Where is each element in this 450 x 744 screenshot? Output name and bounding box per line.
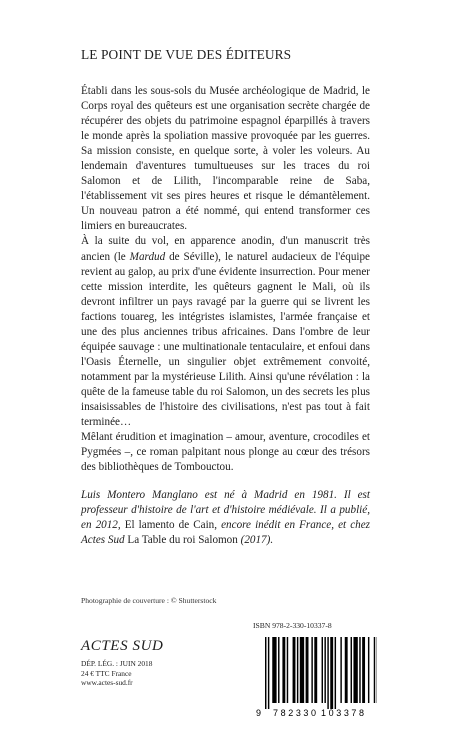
- isbn-label: ISBN 978-2-330-10337-8: [253, 621, 332, 630]
- manuscript-title: Mardud: [129, 250, 166, 263]
- barcode-bar: [359, 637, 360, 703]
- bio-text-3: (2017).: [237, 534, 274, 547]
- barcode-bar: [327, 637, 328, 709]
- barcode-icon: [253, 633, 377, 719]
- bio-title-2: La Table du roi Salomon: [127, 534, 238, 547]
- blurb-paragraph-1: Établi dans les sous-sols du Musée archéologique de Madrid, le Corps royal des quêteurs est une organisation secrète chargée de récupérer des objets du patrimoine espagnol éparpillés à travers le monde après la spoliation massive provoquée par les guerres. Sa mission consiste, en quelque sorte, à voler les voleurs. Au lendemain d'aventures tumultueuses sur les traces du roi Salomon et de Lilith, l'incomparable reine de Saba, l'établissement vit ses pires heures et risque le démantèlement. Un nouveau patron a été nommé, qui entend transformer ces limiers en bureaucrates.: [81, 85, 370, 233]
- legal-deposit: DÉP. LÉG. : JUIN 2018: [81, 659, 153, 668]
- barcode-bar: [330, 637, 333, 709]
- price: 24 € TTC France: [81, 668, 132, 678]
- photo-credit: Photographie de couverture : © Shutterstock: [81, 596, 217, 605]
- barcode-bar: [345, 637, 348, 703]
- barcode-bar: [351, 637, 352, 703]
- barcode-bar: [374, 637, 375, 703]
- bio-text-2: encore inédit en France, et chez Actes Sud: [81, 519, 371, 547]
- barcode-bar: [297, 637, 298, 703]
- barcode-bar: [268, 637, 269, 709]
- barcode-bar: [272, 637, 276, 703]
- barcode-bar: [322, 637, 323, 703]
- barcode-bar: [335, 637, 336, 709]
- bio-text-1: Luis Montero Manglano est né à Madrid en 1981. Il est professeur d'histoire de l'art et d'histoire médiévale. Il a publié, en 2012,: [81, 489, 370, 532]
- publisher-logo: ACTES SUD: [81, 638, 164, 654]
- barcode-bar: [311, 637, 312, 703]
- barcode-right-digits: 103378: [321, 708, 367, 718]
- barcode-bar: [278, 637, 279, 703]
- barcode-lead-digit: 9: [256, 708, 262, 718]
- blurb: [81, 84, 370, 475]
- publication-info: [81, 659, 152, 688]
- barcode-bar: [314, 637, 317, 703]
- barcode-bar: [306, 637, 309, 703]
- barcode-bar: [300, 637, 304, 703]
- blurb-paragraph-2-start: À la suite du vol, en apparence anodin, d'un manuscrit très ancien (le: [81, 235, 370, 263]
- barcode-bar: [368, 637, 369, 703]
- barcode-bar: [282, 637, 285, 703]
- barcode-bar: [362, 637, 365, 703]
- blurb-paragraph-3: Mêlant érudition et imagination – amour, aventure, crocodiles et Pygmées –, ce roman palpitant nous plonge au cœur des trésors des bibliothèques de Tombouctou.: [81, 431, 370, 474]
- blurb-paragraph-2: [81, 234, 370, 430]
- author-bio: [81, 488, 370, 548]
- blurb-paragraph-2-end: de Séville), le naturel audacieux de l'équipe revient au galop, au prix d'une évidente insurrection. Pour mener cette mission interdite, les quêteurs gagnent le Mali, où ils devront infiltrer un pays ravagé par la guerre qui se livrent les factions touareg, les intégristes islamistes, l'armée française et une des plus anciennes tribus africaines. Dans l'ombre de leur équipée sauvage : une multinationale tentaculaire, et enfoui dans l'Oasis Éternelle, un singulier objet extrêmement convoité, notamment par la mystérieuse Lilith. Ainsi qu'une révélation : la quête de la fameuse table du roi Salomon, un des secrets les plus insaisissables de l'histoire des civilisations, n'est pas tout à fait terminée…: [81, 250, 371, 429]
- barcode-bar: [353, 637, 357, 703]
- section-heading: LE POINT DE VUE DES ÉDITEURS: [81, 47, 292, 62]
- barcode-bar: [340, 637, 341, 703]
- bio-title-1: El lamento de Cain,: [124, 519, 218, 532]
- barcode-bar: [293, 637, 296, 703]
- barcode-left-digits: 782330: [273, 708, 319, 718]
- barcode-bar: [287, 637, 288, 703]
- barcode-bar: [265, 637, 266, 709]
- barcode-bar: [324, 637, 325, 703]
- website-link[interactable]: www.actes-sud.fr: [81, 678, 133, 688]
